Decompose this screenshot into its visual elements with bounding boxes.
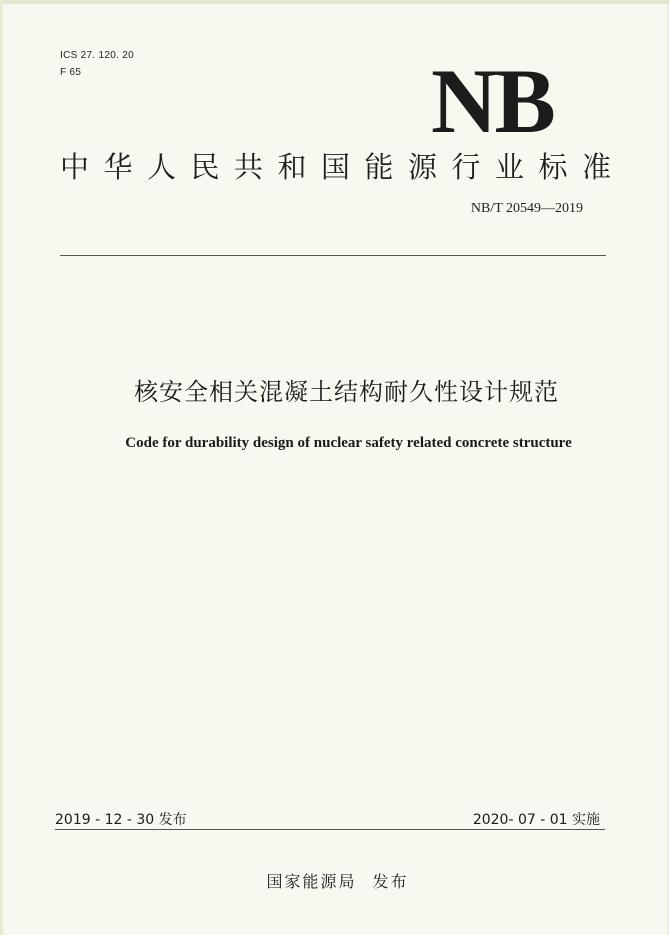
top-edge-band bbox=[3, 0, 669, 4]
top-divider bbox=[60, 255, 606, 256]
implementation-date: 2020- 07 - 01 实施 bbox=[472, 812, 600, 828]
bottom-divider bbox=[55, 829, 605, 830]
classification-code: F 65 bbox=[60, 67, 82, 78]
issuer-action: 发布 bbox=[372, 872, 409, 891]
standard-category-title: 中华人民共和国能源行业标准 bbox=[60, 150, 626, 184]
nb-logo: NB bbox=[431, 50, 553, 152]
standard-number: NB/T 20549—2019 bbox=[470, 201, 583, 216]
issuer-line bbox=[3, 869, 669, 892]
ics-code: ICS 27. 120. 20 bbox=[60, 50, 134, 61]
issuer-name: 国家能源局 bbox=[266, 872, 357, 891]
english-title: Code for durability design of nuclear safety related concrete structure bbox=[125, 435, 572, 451]
chinese-title: 核安全相关混凝土结构耐久性设计规范 bbox=[134, 378, 559, 406]
issue-date: 2019 - 12 - 30 发布 bbox=[55, 812, 187, 828]
